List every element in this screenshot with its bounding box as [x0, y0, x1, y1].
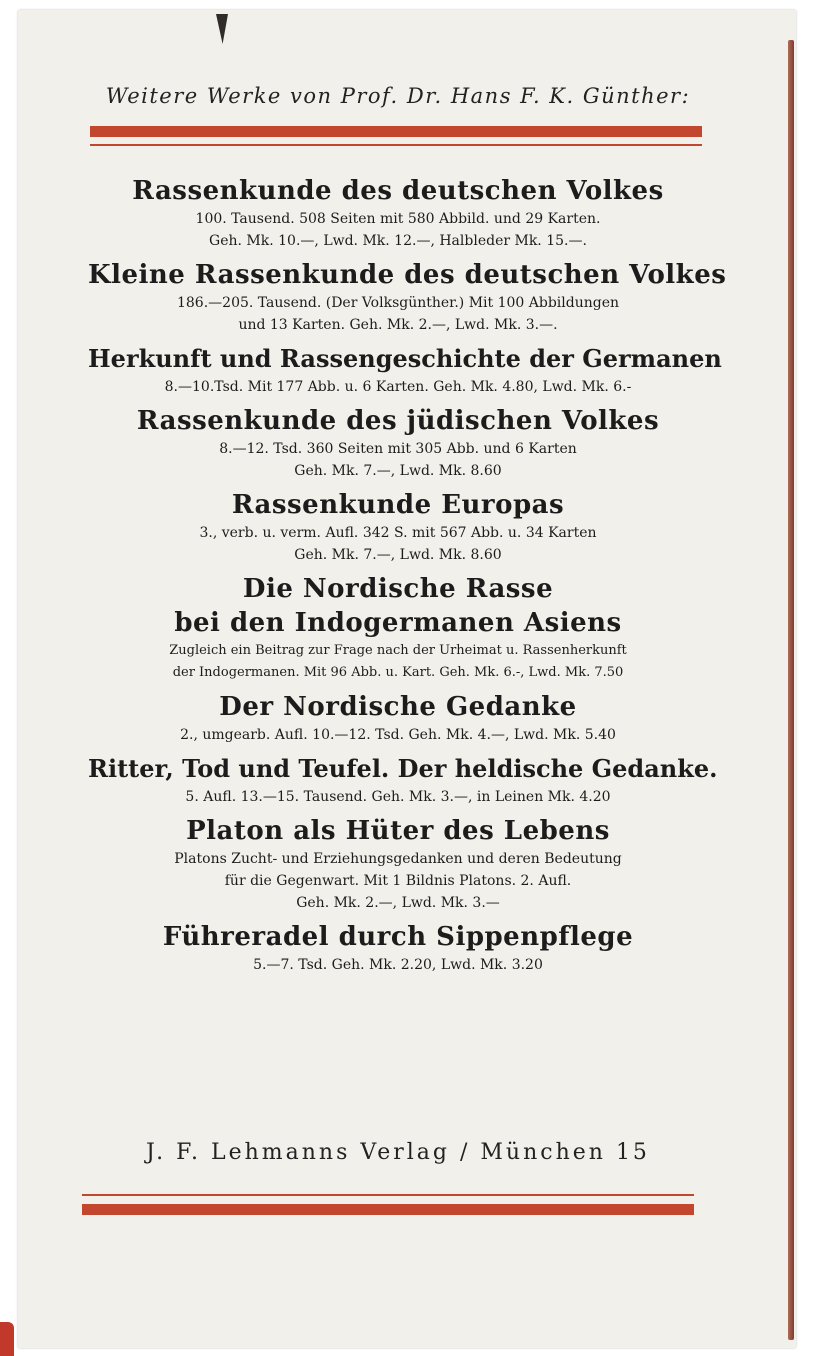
top-thick-rule — [90, 126, 702, 137]
book-detail: Geh. Mk. 7.—, Lwd. Mk. 8.60 — [294, 547, 502, 563]
book-detail: Geh. Mk. 7.—, Lwd. Mk. 8.60 — [294, 463, 502, 479]
header-line: Weitere Werke von Prof. Dr. Hans F. K. Günther: — [105, 84, 691, 108]
book-detail: 8.—12. Tsd. 360 Seiten mit 305 Abb. und 6 Karten — [219, 441, 577, 457]
book-detail: 5.—7. Tsd. Geh. Mk. 2.20, Lwd. Mk. 3.20 — [253, 957, 543, 973]
book-detail: 5. Aufl. 13.—15. Tausend. Geh. Mk. 3.—, in Leinen Mk. 4.20 — [185, 789, 611, 805]
book-title: Führeradel durch Sippenpflege — [162, 922, 634, 952]
book-detail: 186.—205. Tausend. (Der Volksgünther.) Mit 100 Abbildungen — [176, 295, 620, 311]
book-detail: 100. Tausend. 508 Seiten mit 580 Abbild. und 29 Karten. — [195, 211, 601, 227]
book-title: Die Nordische Rasse — [242, 574, 554, 604]
book-detail: 2., umgearb. Aufl. 10.—12. Tsd. Geh. Mk. 4.—, Lwd. Mk. 5.40 — [180, 727, 616, 743]
book-title: Herkunft und Rassengeschichte der Germanen — [88, 344, 722, 373]
bottom-thin-rule — [82, 1194, 694, 1196]
book-list — [88, 174, 727, 982]
book-title: Platon als Hüter des Lebens — [186, 816, 610, 846]
book-entry — [88, 572, 708, 684]
book-detail: Geh. Mk. 10.—, Lwd. Mk. 12.—, Halbleder Mk. 15.—. — [209, 233, 587, 249]
red-corner-mark — [0, 1322, 14, 1356]
book-entry — [88, 814, 708, 914]
top-thin-rule — [90, 144, 702, 146]
book-detail: und 13 Karten. Geh. Mk. 2.—, Lwd. Mk. 3.—. — [238, 317, 558, 333]
book-title: Rassenkunde Europas — [231, 490, 565, 520]
book-title: Ritter, Tod und Teufel. Der heldische Gedanke. — [88, 754, 718, 783]
book-detail: 8.—10.Tsd. Mit 177 Abb. u. 6 Karten. Geh. Mk. 4.80, Lwd. Mk. 6.- — [164, 379, 632, 395]
book-entry — [88, 342, 722, 398]
book-entry — [88, 258, 727, 336]
book-entry — [88, 488, 708, 566]
book-entry — [88, 920, 708, 976]
book-entry — [88, 752, 718, 808]
book-title: Rassenkunde des jüdischen Volkes — [136, 406, 660, 436]
book-detail: für die Gegenwart. Mit 1 Bildnis Platons. 2. Aufl. — [224, 873, 572, 889]
book-detail: Zugleich ein Beitrag zur Frage nach der Urheimat u. Rassenherkunft — [169, 643, 627, 658]
book-detail: Platons Zucht- und Erziehungsgedanken und deren Bedeutung — [174, 851, 622, 867]
book-spine-edge — [788, 40, 794, 1340]
book-entry — [88, 690, 708, 746]
book-detail: 3., verb. u. verm. Aufl. 342 S. mit 567 Abb. u. 34 Karten — [199, 525, 597, 541]
bottom-thick-rule — [82, 1204, 694, 1215]
publisher-imprint: J. F. Lehmanns Verlag / München 15 — [146, 1140, 650, 1165]
book-detail: Geh. Mk. 2.—, Lwd. Mk. 3.— — [296, 895, 500, 911]
book-entry — [88, 174, 708, 252]
book-entry — [88, 404, 708, 482]
book-subtitle: bei den Indogermanen Asiens — [174, 608, 622, 638]
book-detail: der Indogermanen. Mit 96 Abb. u. Kart. Geh. Mk. 6.-, Lwd. Mk. 7.50 — [172, 665, 624, 680]
book-title: Rassenkunde des deutschen Volkes — [132, 176, 664, 206]
book-title: Kleine Rassenkunde des deutschen Volkes — [88, 260, 727, 290]
book-title: Der Nordische Gedanke — [219, 692, 577, 722]
